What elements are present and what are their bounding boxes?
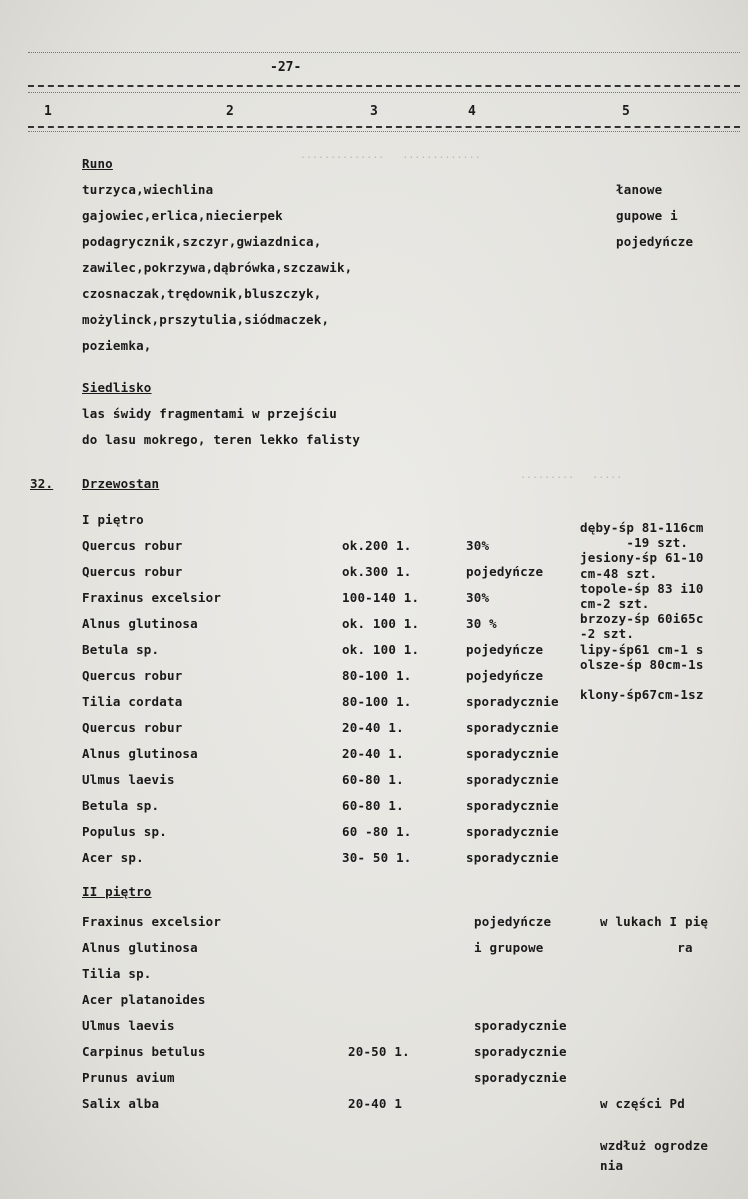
species-age: 20-40 1 [348,1096,403,1111]
species-share: sporadycznie [466,746,559,761]
top-dotted-rule [28,52,740,53]
pietro2-note: nia [600,1158,624,1173]
species-share: sporadycznie [466,772,559,787]
species-share: sporadycznie [466,720,559,735]
species-age: 60 -80 1. [342,824,412,839]
runo-line: turzyca,wiechlina [82,182,214,197]
column-number-3: 3 [370,104,378,119]
species-share: sporadycznie [474,1044,567,1059]
species-age: 60-80 1. [342,798,404,813]
species-age: 80-100 1. [342,694,412,709]
header-rule-top [28,85,740,87]
species-name: Salix alba [82,1096,160,1111]
page-number: -27- [270,60,302,75]
column-number-2: 2 [226,104,234,119]
species-age: 20-50 1. [348,1044,410,1059]
species-age: ok. 100 1. [342,642,420,657]
species-name: Prunus avium [82,1070,175,1085]
species-name: Betula sp. [82,642,160,657]
species-name: Fraxinus excelsior [82,590,222,605]
species-name: Tilia sp. [82,966,152,981]
species-note: w części Pd [600,1096,685,1111]
runo-line: możylinck,prszytulia,siódmaczek, [82,312,330,327]
species-note: ra [600,940,693,955]
species-share: pojedyńcze [474,914,552,929]
species-name: Quercus robur [82,720,183,735]
runo-distribution: pojedyńcze [616,234,694,249]
tree-measure-note: cm-48 szt. [580,565,658,581]
tree-measure-note: -19 szt. [580,535,689,551]
runo-line: gajowiec,erlica,niecierpek [82,208,283,223]
pietro2-heading: II piętro [82,884,152,899]
species-share: 30 % [466,616,497,631]
species-age: ok.200 1. [342,538,412,553]
species-name: Alnus glutinosa [82,616,198,631]
tree-measure-note: olsze-śp 80cm-1s [580,656,704,672]
bleed-through-text: ......... ..... [520,470,623,481]
pietro1-heading: I piętro [82,512,144,527]
header-rule-bottom [28,126,740,128]
runo-distribution: gupowe i [616,208,678,223]
species-age: 20-40 1. [342,746,404,761]
tree-measure-note: lipy-śp61 cm-1 s [580,641,704,657]
drzewostan-heading: Drzewostan [82,476,160,491]
siedlisko-line: las świdy fragmentami w przejściu [82,406,337,421]
header-rule-top2 [28,92,740,93]
species-name: Fraxinus excelsior [82,914,222,929]
species-share: i grupowe [474,940,544,955]
section-number: 32. [30,476,54,491]
tree-measure-note: cm-2 szt. [580,596,650,611]
species-name: Quercus robur [82,564,183,579]
species-share: 30% [466,590,490,605]
runo-heading: Runo [82,156,113,171]
species-age: 80-100 1. [342,668,412,683]
species-share: sporadycznie [466,694,559,709]
species-age: ok.300 1. [342,564,412,579]
species-note: w lukach I pię [600,914,709,929]
species-age: 30- 50 1. [342,850,412,865]
header-rule-bottom2 [28,131,740,132]
bleed-through-text: .............. ............. [300,150,481,161]
species-share: pojedyńcze [466,642,544,657]
species-share: sporadycznie [474,1018,567,1033]
species-name: Alnus glutinosa [82,940,198,955]
column-number-4: 4 [468,104,476,119]
species-name: Acer sp. [82,850,144,865]
species-age: 20-40 1. [342,720,404,735]
column-number-5: 5 [622,104,630,119]
runo-line: zawilec,pokrzywa,dąbrówka,szczawik, [82,260,353,275]
species-name: Quercus robur [82,668,183,683]
tree-measure-note: -2 szt. [580,626,635,642]
species-share: sporadycznie [466,798,559,813]
tree-measure-note: dęby-śp 81-116cm [580,520,704,535]
column-number-1: 1 [44,104,52,119]
species-age: 100-140 1. [342,590,420,605]
species-name: Carpinus betulus [82,1044,206,1059]
runo-line: poziemka, [82,338,152,353]
runo-line: podagrycznik,szczyr,gwiazdnica, [82,234,322,249]
species-share: sporadycznie [466,824,559,839]
species-share: 30% [466,538,490,553]
tree-measure-note: brzozy-śp 60i65c [580,611,704,627]
species-name: Tilia cordata [82,694,183,709]
species-share: pojedyńcze [466,668,544,683]
species-share: sporadycznie [466,850,559,865]
species-age: ok. 100 1. [342,616,420,631]
runo-distribution: łanowe [616,182,663,197]
species-name: Ulmus laevis [82,772,175,787]
tree-measure-note: klony-śp67cm-1sz [580,687,704,703]
species-name: Acer platanoides [82,992,206,1007]
species-share: sporadycznie [474,1070,567,1085]
siedlisko-heading: Siedlisko [82,380,152,395]
pietro2-note: wzdłuż ogrodze [600,1138,709,1153]
tree-measure-note: topole-śp 83 i10 [580,580,704,596]
species-name: Alnus glutinosa [82,746,198,761]
siedlisko-line: do lasu mokrego, teren lekko falisty [82,432,361,447]
species-name: Populus sp. [82,824,167,839]
tree-measure-note: jesiony-śp 61-10 [580,550,704,566]
species-share: pojedyńcze [466,564,544,579]
species-age: 60-80 1. [342,772,404,787]
species-name: Betula sp. [82,798,160,813]
species-name: Ulmus laevis [82,1018,175,1033]
runo-line: czosnaczak,trędownik,bluszczyk, [82,286,322,301]
species-name: Quercus robur [82,538,183,553]
